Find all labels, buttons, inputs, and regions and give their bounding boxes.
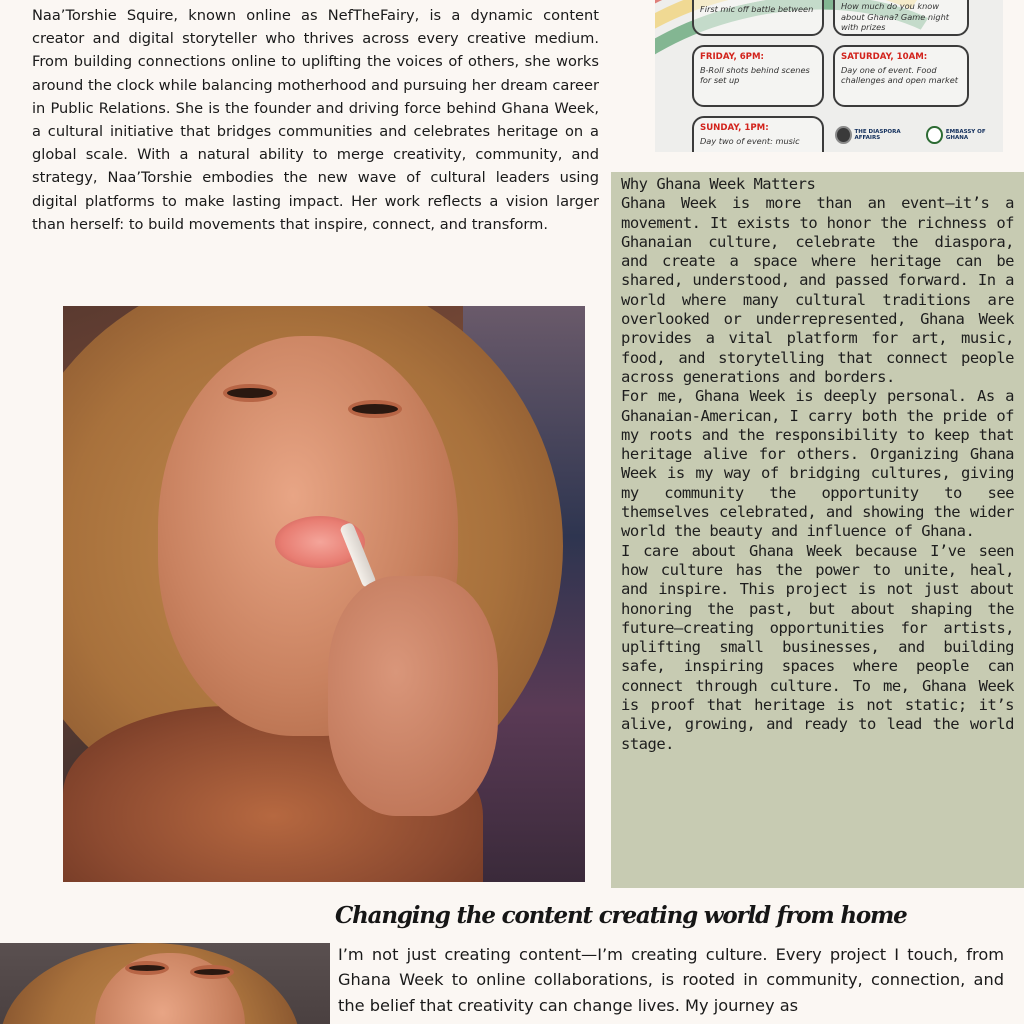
event-description: B-Roll shots behind scenes for set up	[700, 64, 810, 85]
event-description: Day one of event. Food challenges and open market	[841, 64, 958, 85]
portrait-photo	[63, 306, 585, 882]
embassy-of-ghana-logo: EMBASSY OF GHANA	[926, 126, 1003, 144]
sidebar-paragraph: I care about Ghana Week because I’ve seen how culture has the power to unite, heal, and inspire. This project is not just about honoring the past, but about shaping the future—creating opportunities for artists, uplifting small businesses, and building safe, inspiring spaces where people can connect through culture. To me, Ghana Week is proof that heritage is not static; it’s alive, growing, and ready to lead the world stage.	[621, 541, 1014, 753]
event-description: Day two of event: music	[700, 135, 800, 146]
event-time: SATURDAY, 10AM:	[841, 52, 928, 62]
event-description: First mic off battle between	[700, 4, 814, 14]
portrait-photo-small	[0, 943, 330, 1024]
schedule-event	[692, 45, 824, 107]
sponsor-logos	[835, 126, 1003, 144]
section-paragraph: I’m not just creating content—I’m creating culture. Every project I touch, from Ghana Week to online collaborations, is rooted in community, connection, and the belief that creativity can change lives. My journey as	[338, 945, 1004, 1015]
schedule-event	[833, 0, 969, 36]
event-time: FRIDAY, 6PM:	[700, 52, 764, 62]
schedule-event	[833, 45, 969, 107]
sidebar-paragraph: Ghana Week is more than an event—it’s a movement. It exists to honor the richness of Ghanaian culture, celebrate the diaspora, and create a space where heritage can be shared, understood, and passed forward. In a world where many cultural traditions are overlooked or underrepresented, Ghana Week provides a vital platform for art, music, food, and storytelling that connect people across generations and borders.	[621, 194, 1014, 386]
sidebar-paragraph: For me, Ghana Week is deeply personal. As a Ghanaian-American, I carry both the pride of my roots and the responsibility to keep that heritage alive for others. Organizing Ghana Week is my way of bridging cultures, giving my community the opportunity to see themselves celebrated, and showing the wider world the beauty and influence of Ghana.	[621, 387, 1014, 541]
schedule-event	[692, 116, 824, 152]
event-schedule-poster	[655, 0, 1003, 152]
schedule-event	[692, 0, 824, 36]
sidebar-title: Why Ghana Week Matters	[621, 175, 816, 193]
diaspora-affairs-logo: THE DIASPORA AFFAIRS	[835, 126, 920, 144]
event-description: How much do you know about Ghana? Game night with prizes	[841, 1, 949, 32]
seal-icon	[926, 126, 943, 144]
event-time: SUNDAY, 1PM:	[700, 123, 769, 133]
section-heading: Changing the content creating world from home	[335, 902, 907, 929]
intro-paragraph: Naa’Torshie Squire, known online as NefTheFairy, is a dynamic content creator and digital storyteller who thrives across every creative medium. From building connections online to uplifting the voices of others, she works around the clock while balancing motherhood and pursuing her dream career in Public Relations. She is the founder and driving force behind Ghana Week, a cultural initiative that bridges communities and celebrates heritage on a global scale. With a natural ability to merge creativity, community, and strategy, Naa’Torshie embodies the new wave of cultural leaders using digital platforms to make lasting impact. Her work reflects a vision larger than herself: to build movements that inspire, connect, and transform.	[32, 7, 599, 233]
why-ghana-week-sidebar	[611, 172, 1024, 888]
seal-icon	[835, 126, 852, 144]
